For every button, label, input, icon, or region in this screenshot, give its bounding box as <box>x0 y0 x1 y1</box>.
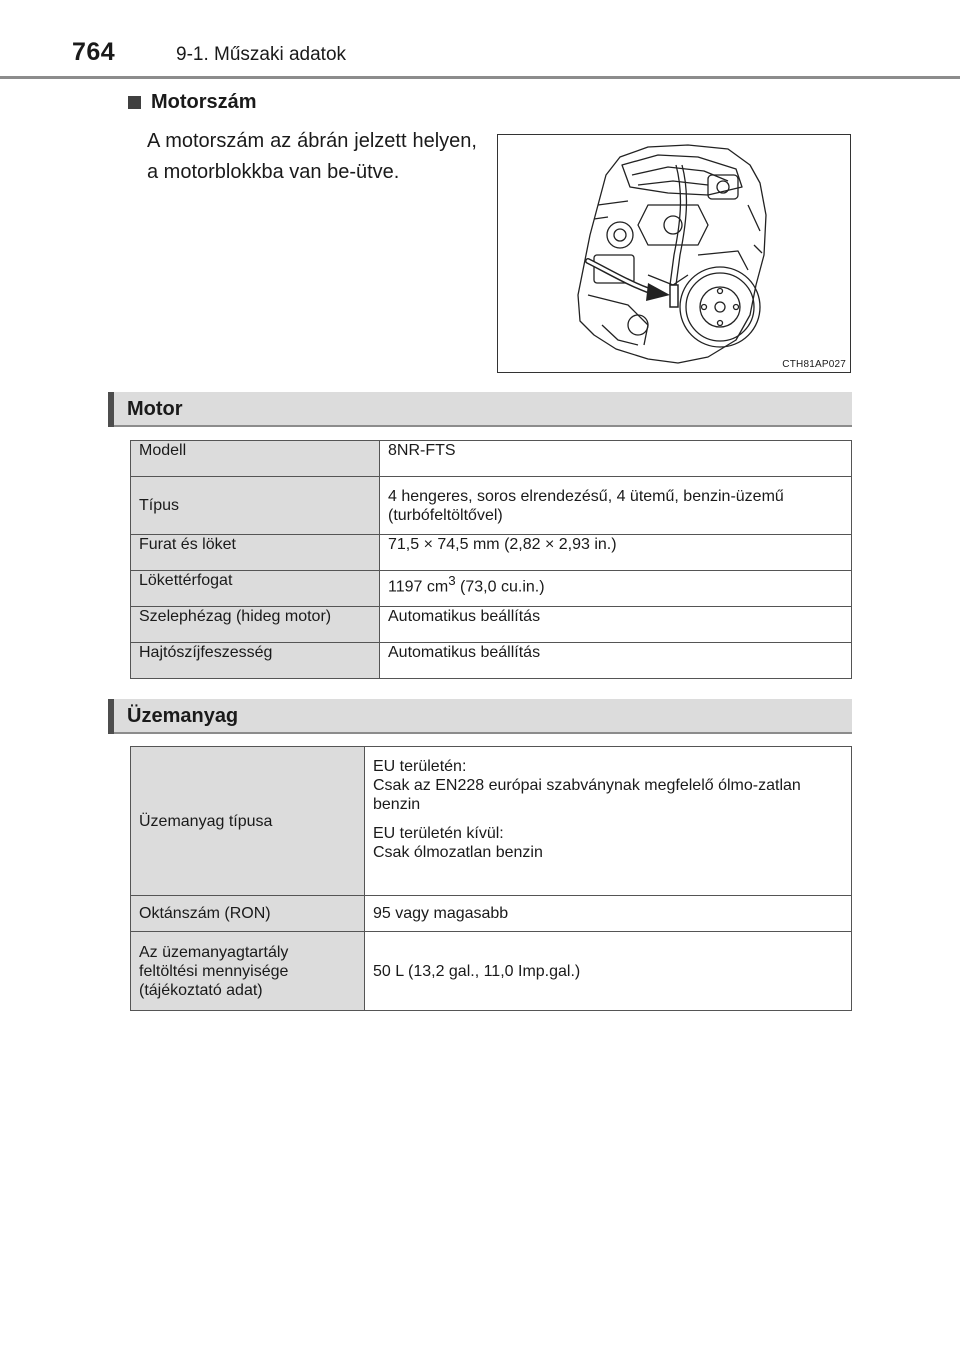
engine-number-heading <box>128 91 257 114</box>
eu-text: Csak az EN228 európai szabványnak megfelelő ólmo-zatlan benzin <box>373 777 801 813</box>
row-label: Furat és löket <box>131 535 380 571</box>
engine-number-heading-text: Motorszám <box>151 91 257 113</box>
fuel-spec-table <box>130 746 852 1011</box>
square-bullet-icon <box>128 96 141 109</box>
page-number: 764 <box>72 38 116 66</box>
eu-fuel-block <box>373 757 843 814</box>
displacement-value: 1197 cm <box>388 578 449 596</box>
row-value: 71,5 × 74,5 mm (2,82 × 2,93 in.) <box>380 535 852 571</box>
row-value <box>380 571 852 607</box>
non-eu-fuel-block <box>373 824 843 862</box>
tank-label-line: (tájékoztató adat) <box>139 981 263 999</box>
table-row <box>131 477 852 535</box>
row-label: Lökettérfogat <box>131 571 380 607</box>
row-value: 95 vagy magasabb <box>365 896 852 932</box>
row-label <box>131 932 365 1011</box>
table-row <box>131 747 852 896</box>
motor-section-title: Motor <box>127 398 183 420</box>
row-label: Szelephézag (hideg motor) <box>131 607 380 643</box>
table-row <box>131 571 852 607</box>
row-label: Oktánszám (RON) <box>131 896 365 932</box>
non-eu-text: Csak ólmozatlan benzin <box>373 844 543 861</box>
row-label: Típus <box>131 477 380 535</box>
tank-label-line: Az üzemanyagtartály <box>139 943 289 961</box>
table-row <box>131 896 852 932</box>
table-row <box>131 607 852 643</box>
row-label: Üzemanyag típusa <box>131 747 365 896</box>
figure-code: CTH81AP027 <box>782 359 846 370</box>
table-row <box>131 643 852 679</box>
displacement-superscript: 3 <box>448 573 456 588</box>
displacement-value-rest: (73,0 cu.in.) <box>455 578 545 596</box>
engine-number-description: A motorszám az ábrán jelzett helyen, a motorblokkba van be-ütve. <box>147 130 477 183</box>
row-value: 8NR-FTS <box>380 441 852 477</box>
engine-drawing-icon <box>498 135 850 372</box>
non-eu-heading: EU területén kívül: <box>373 825 504 842</box>
chapter-title: 9-1. Műszaki adatok <box>176 44 347 65</box>
table-row <box>131 535 852 571</box>
row-value: 4 hengeres, soros elrendezésű, 4 ütemű, benzin-üzemű (turbófeltöltővel) <box>380 477 852 535</box>
row-value: 50 L (13,2 gal., 11,0 Imp.gal.) <box>365 932 852 1011</box>
table-row <box>131 932 852 1011</box>
motor-section-header <box>108 392 852 427</box>
eu-heading: EU területén: <box>373 758 467 775</box>
row-value: Automatikus beállítás <box>380 643 852 679</box>
engine-illustration <box>497 134 851 373</box>
header-divider <box>0 76 960 79</box>
motor-spec-table <box>130 440 852 679</box>
fuel-section-title: Üzemanyag <box>127 705 239 727</box>
table-row <box>131 441 852 477</box>
row-label: Modell <box>131 441 380 477</box>
row-label: Hajtószíjfeszesség <box>131 643 380 679</box>
tank-label-line: feltöltési mennyisége <box>139 962 289 980</box>
fuel-section-header <box>108 699 852 734</box>
row-value: Automatikus beállítás <box>380 607 852 643</box>
row-value <box>365 747 852 896</box>
